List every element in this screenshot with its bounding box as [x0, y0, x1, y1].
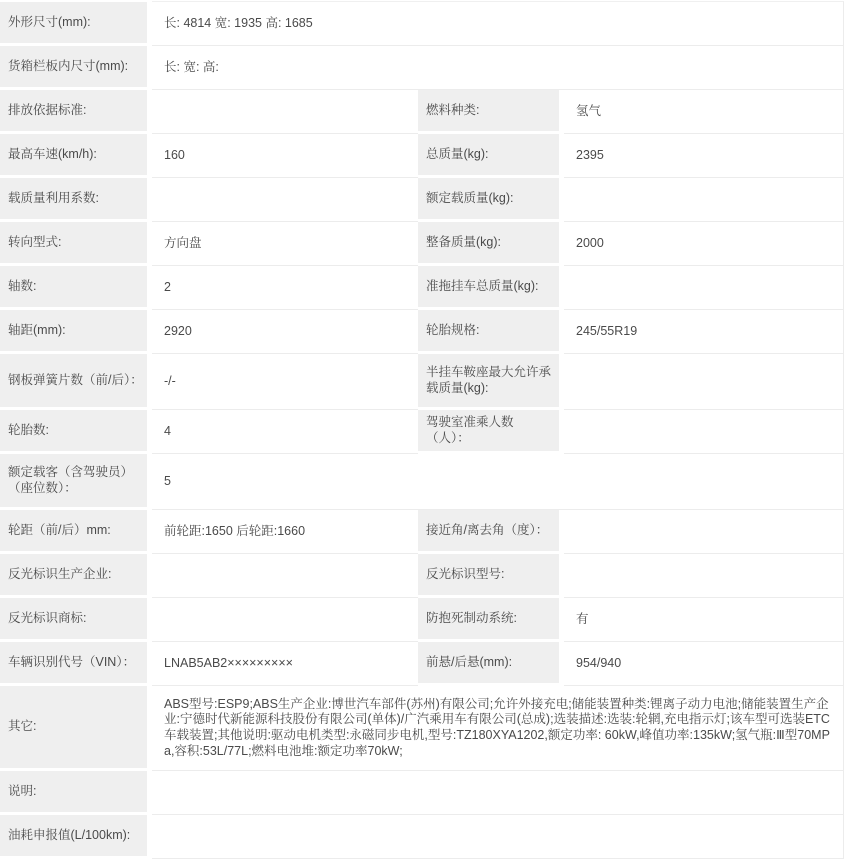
spec-value-fuel-type: 氢气 — [564, 90, 844, 134]
table-row — [0, 554, 844, 598]
spec-label-cargo-box-inner-dimensions: 货箱栏板内尺寸(mm): — [0, 46, 152, 90]
spec-value-abs-system: 有 — [564, 598, 844, 642]
spec-label-reflective-marking-manufacturer: 反光标识生产企业: — [0, 554, 152, 598]
spec-label-remarks: 说明: — [0, 771, 152, 815]
spec-label-emission-standard: 排放依据标准: — [0, 90, 152, 134]
table-row — [0, 454, 844, 510]
table-row — [0, 178, 844, 222]
spec-value-emission-standard — [152, 90, 418, 134]
spec-value-wheelbase: 2920 — [152, 310, 418, 354]
spec-label-steering-type: 转向型式: — [0, 222, 152, 266]
table-row — [0, 815, 844, 859]
spec-label-abs-system: 防抱死制动系统: — [418, 598, 564, 642]
spec-label-reflective-marking-model: 反光标识型号: — [418, 554, 564, 598]
table-row — [0, 134, 844, 178]
spec-value-reflective-marking-brand — [152, 598, 418, 642]
spec-value-fuel-consumption-declared — [152, 815, 844, 859]
spec-value-rated-passengers: 5 — [152, 454, 844, 510]
spec-value-reflective-marking-manufacturer — [152, 554, 418, 598]
table-row — [0, 1, 844, 46]
spec-value-load-utilization-factor — [152, 178, 418, 222]
table-row — [0, 354, 844, 410]
spec-value-tire-count: 4 — [152, 410, 418, 454]
spec-label-vin: 车辆识别代号（VIN）： — [0, 642, 152, 686]
table-row — [0, 771, 844, 815]
table-row — [0, 510, 844, 554]
spec-label-overall-dimensions: 外形尺寸(mm): — [0, 1, 152, 46]
spec-label-approach-departure-angle: 接近角/离去角（度）： — [418, 510, 564, 554]
table-row — [0, 222, 844, 266]
spec-label-leaf-spring-count: 钢板弹簧片数（前/后）： — [0, 354, 152, 410]
spec-label-trailer-gross-mass: 准拖挂车总质量(kg): — [418, 266, 564, 310]
spec-label-fifth-wheel-load: 半挂车鞍座最大允许承载质量(kg): — [418, 354, 564, 410]
spec-value-remarks — [152, 771, 844, 815]
spec-label-axle-count: 轴数: — [0, 266, 152, 310]
spec-value-vin: LNAB5AB2××××××××× — [152, 642, 418, 686]
spec-label-tire-spec: 轮胎规格: — [418, 310, 564, 354]
spec-value-overall-dimensions: 长: 4814 宽: 1935 高: 1685 — [152, 1, 844, 46]
spec-value-gross-mass: 2395 — [564, 134, 844, 178]
spec-label-max-speed: 最高车速(km/h): — [0, 134, 152, 178]
spec-label-other: 其它: — [0, 686, 152, 771]
table-row — [0, 310, 844, 354]
spec-value-front-rear-overhang: 954/940 — [564, 642, 844, 686]
spec-value-cab-seating — [564, 410, 844, 454]
spec-label-front-rear-overhang: 前悬/后悬(mm): — [418, 642, 564, 686]
table-row — [0, 90, 844, 134]
spec-label-load-utilization-factor: 载质量利用系数: — [0, 178, 152, 222]
vehicle-spec-page — [0, 1, 846, 842]
spec-label-fuel-consumption-declared: 油耗申报值(L/100km): — [0, 815, 152, 859]
spec-value-max-speed: 160 — [152, 134, 418, 178]
spec-label-rated-passengers: 额定载客（含驾驶员）（座位数）： — [0, 454, 152, 510]
spec-value-rated-load-mass — [564, 178, 844, 222]
table-row — [0, 410, 844, 454]
spec-label-gross-mass: 总质量(kg): — [418, 134, 564, 178]
table-row — [0, 46, 844, 90]
spec-label-rated-load-mass: 额定载质量(kg): — [418, 178, 564, 222]
vehicle-spec-table — [0, 1, 844, 859]
spec-label-tire-count: 轮胎数: — [0, 410, 152, 454]
spec-value-track-width: 前轮距:1650 后轮距:1660 — [152, 510, 418, 554]
spec-value-reflective-marking-model — [564, 554, 844, 598]
spec-value-axle-count: 2 — [152, 266, 418, 310]
table-row — [0, 686, 844, 771]
spec-label-fuel-type: 燃料种类: — [418, 90, 564, 134]
spec-value-curb-mass: 2000 — [564, 222, 844, 266]
spec-value-steering-type: 方向盘 — [152, 222, 418, 266]
table-row — [0, 598, 844, 642]
spec-label-wheelbase: 轴距(mm): — [0, 310, 152, 354]
spec-value-other: ABS型号:ESP9;ABS生产企业:博世汽车部件(苏州)有限公司;允许外接充电;储能装置种类:锂离子动力电池;储能装置生产企业:宁德时代新能源科技股份有限公司(单体)/广汽乘用车有限公司(总成);选装描述:选装:轮辋,充电指示灯;该车型可选装ETC车载装置;其他说明:驱动电机类型:永磁同步电机,型号:TZ180XYA1202,额定功率: 60kW,峰值功率:135kW;氢气瓶:Ⅲ型70MPa,容积:53L/77L;燃料电池堆:额定功率70kW; — [152, 686, 844, 771]
spec-value-leaf-spring-count: -/- — [152, 354, 418, 410]
table-row — [0, 642, 844, 686]
spec-value-cargo-box-inner-dimensions: 长: 宽: 高: — [152, 46, 844, 90]
spec-label-track-width: 轮距（前/后）mm: — [0, 510, 152, 554]
spec-label-reflective-marking-brand: 反光标识商标: — [0, 598, 152, 642]
spec-value-approach-departure-angle — [564, 510, 844, 554]
table-row — [0, 266, 844, 310]
spec-value-tire-spec: 245/55R19 — [564, 310, 844, 354]
spec-label-curb-mass: 整备质量(kg): — [418, 222, 564, 266]
spec-value-fifth-wheel-load — [564, 354, 844, 410]
spec-value-trailer-gross-mass — [564, 266, 844, 310]
spec-label-cab-seating: 驾驶室准乘人数（人）： — [418, 410, 564, 454]
